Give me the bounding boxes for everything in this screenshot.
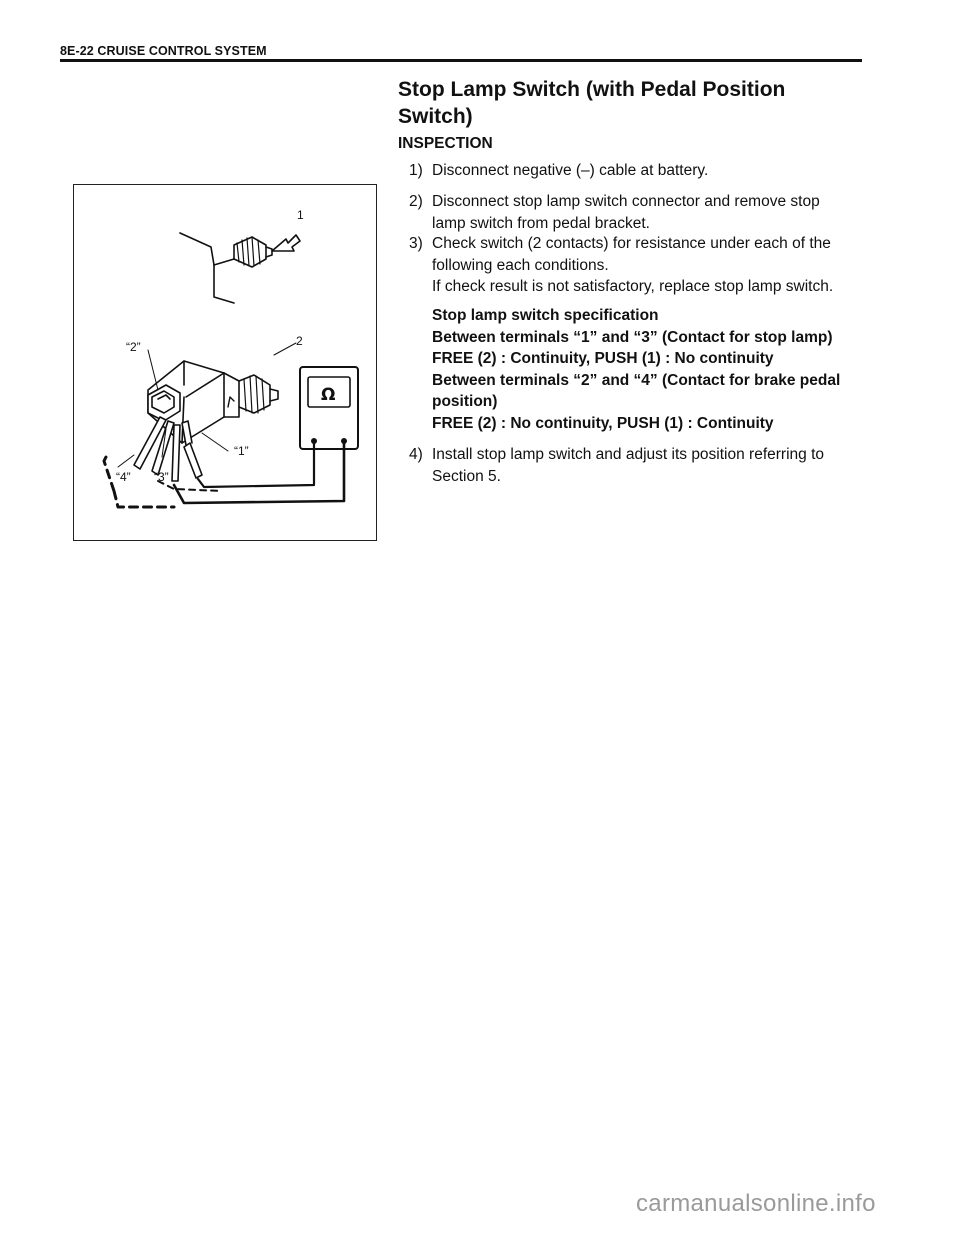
step-4 — [409, 444, 861, 487]
step-text-line: following each conditions. — [432, 256, 609, 274]
step-number: 4) — [409, 446, 423, 463]
header-rule — [60, 59, 862, 62]
watermark: carmanualsonline.info — [636, 1190, 876, 1217]
pedal-bracket — [180, 233, 214, 265]
spec-heading: Stop lamp switch specification — [432, 307, 659, 324]
ohm-symbol: Ω — [321, 385, 336, 405]
step-1 — [409, 160, 861, 182]
section-subtitle: INSPECTION — [398, 135, 493, 152]
step-text-line: Disconnect stop lamp switch connector and remove stop — [432, 193, 820, 210]
push-arrow-icon — [272, 235, 300, 251]
spec-line: FREE (2) : Continuity, PUSH (1) : No continuity — [432, 350, 774, 367]
spec-line: position) — [432, 393, 498, 410]
step-2 — [409, 191, 861, 234]
label-2: 2 — [296, 334, 303, 348]
terminal-label-3: “3” — [154, 470, 169, 484]
section-title-line2: Switch) — [398, 105, 473, 128]
terminal-label-4: “4” — [116, 470, 131, 484]
terminal-label-1: “1” — [234, 444, 249, 458]
step-number: 2) — [409, 193, 423, 210]
step-3 — [409, 233, 861, 298]
step-text-line: Check switch (2 contacts) for resistance under each of the — [432, 235, 831, 252]
section-title — [398, 76, 828, 130]
section-title-line1: Stop Lamp Switch (with Pedal Position — [398, 78, 786, 101]
step-text: Disconnect negative (–) cable at battery. — [432, 162, 709, 179]
stop-lamp-switch-figure — [73, 184, 377, 541]
spec-line: FREE (2) : No continuity, PUSH (1) : Continuity — [432, 414, 774, 432]
step-number: 3) — [409, 235, 423, 252]
step-text-line: If check result is not satisfactory, replace stop lamp switch. — [432, 278, 834, 295]
step-text-line: Section 5. — [432, 467, 501, 485]
spec-line: Between terminals “1” and “3” (Contact for stop lamp) — [432, 328, 833, 346]
spec-line: Between terminals “2” and “4” (Contact for brake pedal — [432, 371, 841, 389]
switch-illustration — [74, 185, 376, 540]
probe-2 — [172, 425, 180, 481]
page-header: 8E-22 CRUISE CONTROL SYSTEM — [60, 44, 267, 58]
step-number: 1) — [409, 162, 423, 179]
label-1: 1 — [297, 208, 304, 222]
terminal-label-2: “2” — [126, 340, 141, 354]
step-text-line: Install stop lamp switch and adjust its position referring to — [432, 446, 824, 463]
step-text-line: lamp switch from pedal bracket. — [432, 214, 650, 232]
spec-block — [432, 305, 862, 434]
